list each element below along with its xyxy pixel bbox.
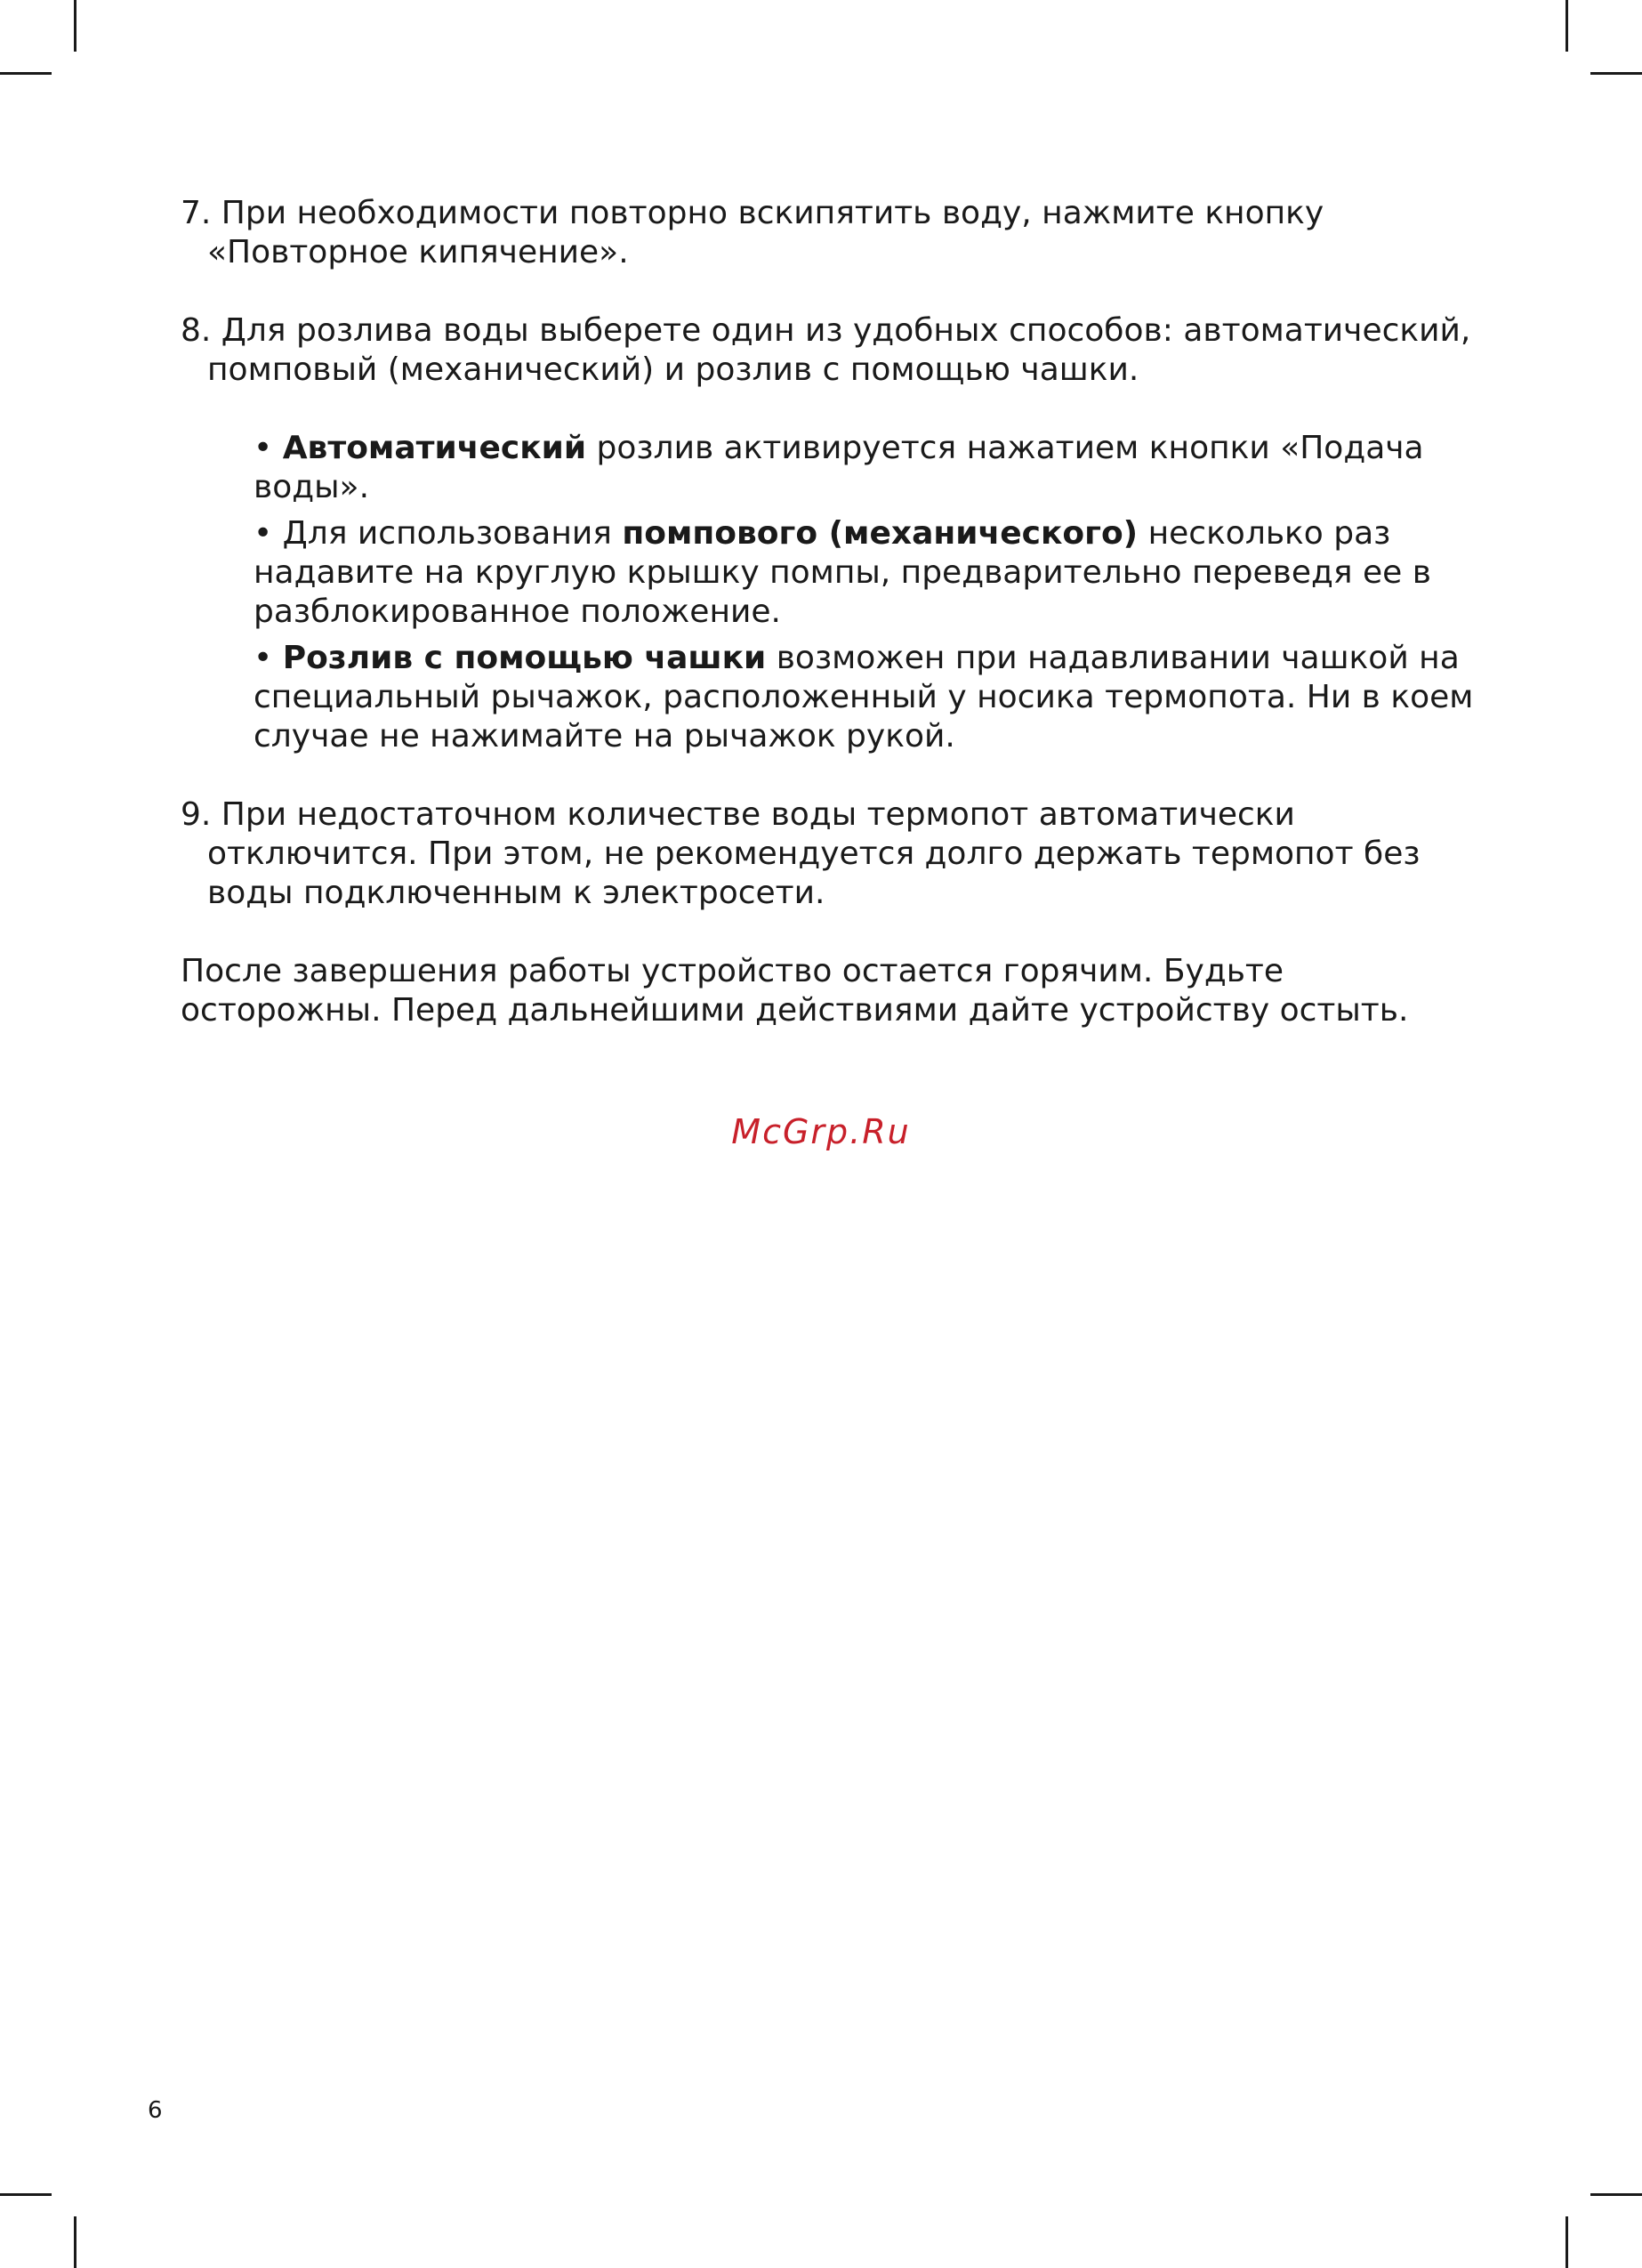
method-pump-title: помпового (механического) xyxy=(622,515,1139,552)
method-pump-intro: Для использования xyxy=(272,515,623,552)
crop-mark-top-left-vertical xyxy=(74,0,76,52)
crop-mark-bottom-left-vertical xyxy=(74,2216,76,2268)
bullet: • xyxy=(254,640,273,676)
page-number: 6 xyxy=(148,2097,163,2124)
step-7: 7. При необходимости повторно вскипятить воду, нажмите кнопку «Повторное кипячение». xyxy=(181,195,1324,270)
step-8: 8. Для розлива воды выберете один из удобных способов: автоматический, помповый (механический) и розлив с помощью чашки. xyxy=(181,312,1471,388)
method-automatic xyxy=(254,429,1479,507)
step-9: 9. При недостаточном количестве воды термопот автоматически отключится. При этом, не рекомендуется долго держать термопот без воды подключенным к электросети. xyxy=(181,796,1421,911)
method-automatic-title: Автоматический xyxy=(282,430,587,466)
method-cup-title: Розлив с помощью чашки xyxy=(282,640,767,676)
method-automatic-text: розлив активируется нажатием кнопки «Подача воды». xyxy=(254,430,1424,505)
method-pump-text: несколько раз надавите на круглую крышку помпы, предварительно переведя ее в разблокированное положение. xyxy=(254,515,1431,630)
document-body xyxy=(181,194,1479,1030)
dispensing-methods-list xyxy=(254,429,1479,756)
bullet: • xyxy=(254,515,273,552)
method-cup-text: возможен при надавливании чашкой на специальный рычажок, расположенный у носика термопота. Ни в коем случае не нажимайте на рычажок рукой. xyxy=(254,640,1474,755)
method-pump xyxy=(254,514,1479,632)
crop-mark-top-right-vertical xyxy=(1566,0,1568,52)
crop-mark-top-right-horizontal xyxy=(1590,72,1642,75)
method-cup xyxy=(254,639,1479,756)
bullet: • xyxy=(254,430,273,466)
closing-note: После завершения работы устройство остается горячим. Будьте осторожны. Перед дальнейшими действиями дайте устройству остыть. xyxy=(181,953,1409,1029)
watermark: McGrp.Ru xyxy=(731,1112,911,1151)
crop-mark-top-left-horizontal xyxy=(0,72,52,75)
crop-mark-bottom-left-horizontal xyxy=(0,2193,52,2196)
crop-mark-bottom-right-horizontal xyxy=(1590,2193,1642,2196)
crop-mark-bottom-right-vertical xyxy=(1566,2216,1568,2268)
